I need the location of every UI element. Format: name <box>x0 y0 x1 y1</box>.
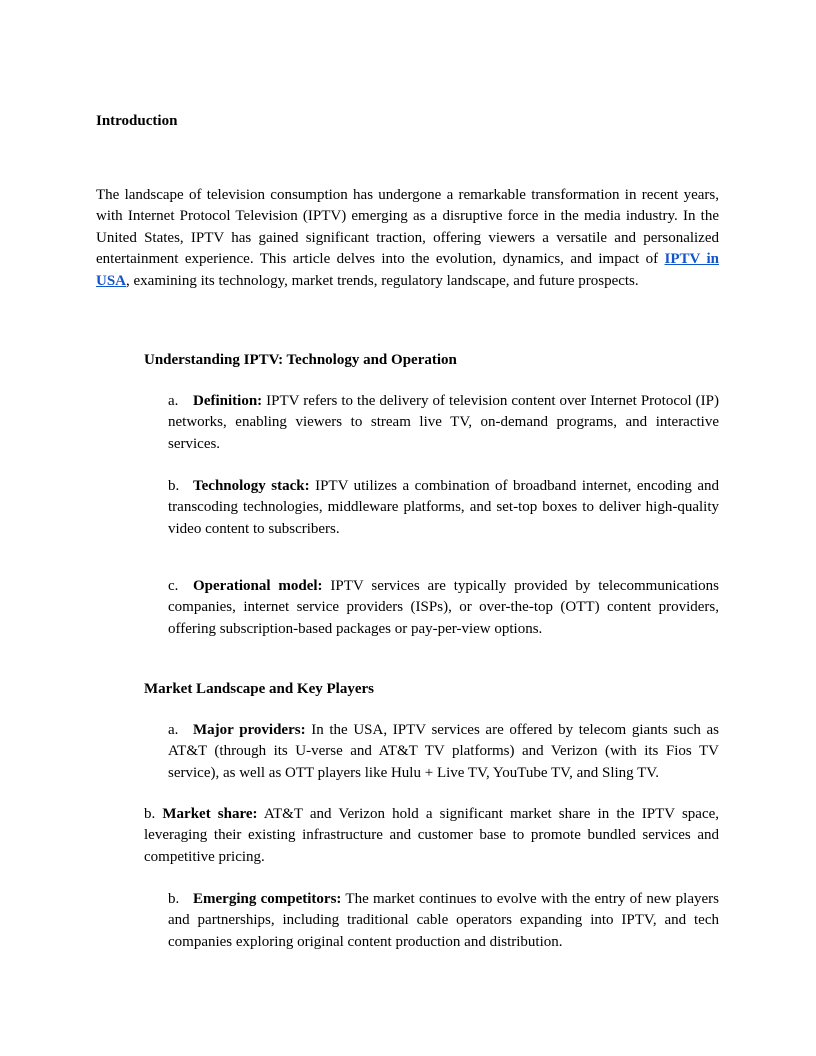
item-label: b. <box>168 891 180 907</box>
item-term: Definition: <box>193 393 263 409</box>
item-text: IPTV services are typically provided by telecommunications companies, internet service providers (ISPs), or over-the-top (OTT) content providers, offering subscription-based packages or pay-per-view options. <box>168 578 719 637</box>
item-label: b. <box>168 478 180 494</box>
market-share-item <box>144 804 719 868</box>
item-term: Technology stack: <box>193 478 310 494</box>
item-term: Operational model: <box>193 578 323 594</box>
item-label: a. <box>168 722 179 738</box>
item-label: a. <box>168 393 179 409</box>
section-heading-market: Market Landscape and Key Players <box>144 681 374 697</box>
intro-heading: Introduction <box>96 113 178 129</box>
intro-text-before: The landscape of television consumption has undergone a remarkable transformation in recent years, with Internet Protocol Television (IPTV) emerging as a disruptive force in the media industry. In the United States, IPTV has gained significant traction, offering viewers a versatile and personalized entertainment experience. This article delves into the evolution, dynamics, and impact of <box>96 187 719 268</box>
item-label: b. <box>144 806 156 822</box>
intro-text-after: , examining its technology, market trends, regulatory landscape, and future prospects. <box>126 272 639 289</box>
item-term: Major providers: <box>193 722 306 738</box>
section-heading-technology: Understanding IPTV: Technology and Operation <box>144 352 457 368</box>
item-text: In the USA, IPTV services are offered by telecom giants such as AT&T (through its U-verse and AT&T TV platforms) and Verizon (with its Fios TV service), as well as OTT players like Hulu + Live TV, YouTube TV, and Sling TV. <box>168 722 719 781</box>
intro-paragraph <box>96 185 719 292</box>
item-text: AT&T and Verizon hold a significant market share in the IPTV space, leveraging their existing infrastructure and customer base to promote bundled services and competitive pricing. <box>144 806 720 865</box>
definition-item <box>168 391 719 455</box>
item-text: IPTV refers to the delivery of television content over Internet Protocol (IP) networks, enabling viewers to stream live TV, on-demand programs, and interactive services. <box>168 393 719 452</box>
technology-stack-item <box>168 476 719 540</box>
item-term: Emerging competitors: <box>193 891 342 907</box>
emerging-competitors-item <box>168 889 719 953</box>
major-providers-item <box>168 720 719 784</box>
item-term: Market share: <box>162 806 258 822</box>
item-label: c. <box>168 578 179 594</box>
item-text: The market continues to evolve with the entry of new players and partnerships, including traditional cable operators expanding into IPTV, and tech companies exploring original content production and distribution. <box>168 891 719 950</box>
iptv-in-usa-link[interactable]: IPTV in USA <box>96 251 719 289</box>
operational-model-item <box>168 576 719 640</box>
item-text: IPTV utilizes a combination of broadband internet, encoding and transcoding technologies, middleware platforms, and set-top boxes to deliver high-quality video content to subscribers. <box>168 478 719 537</box>
